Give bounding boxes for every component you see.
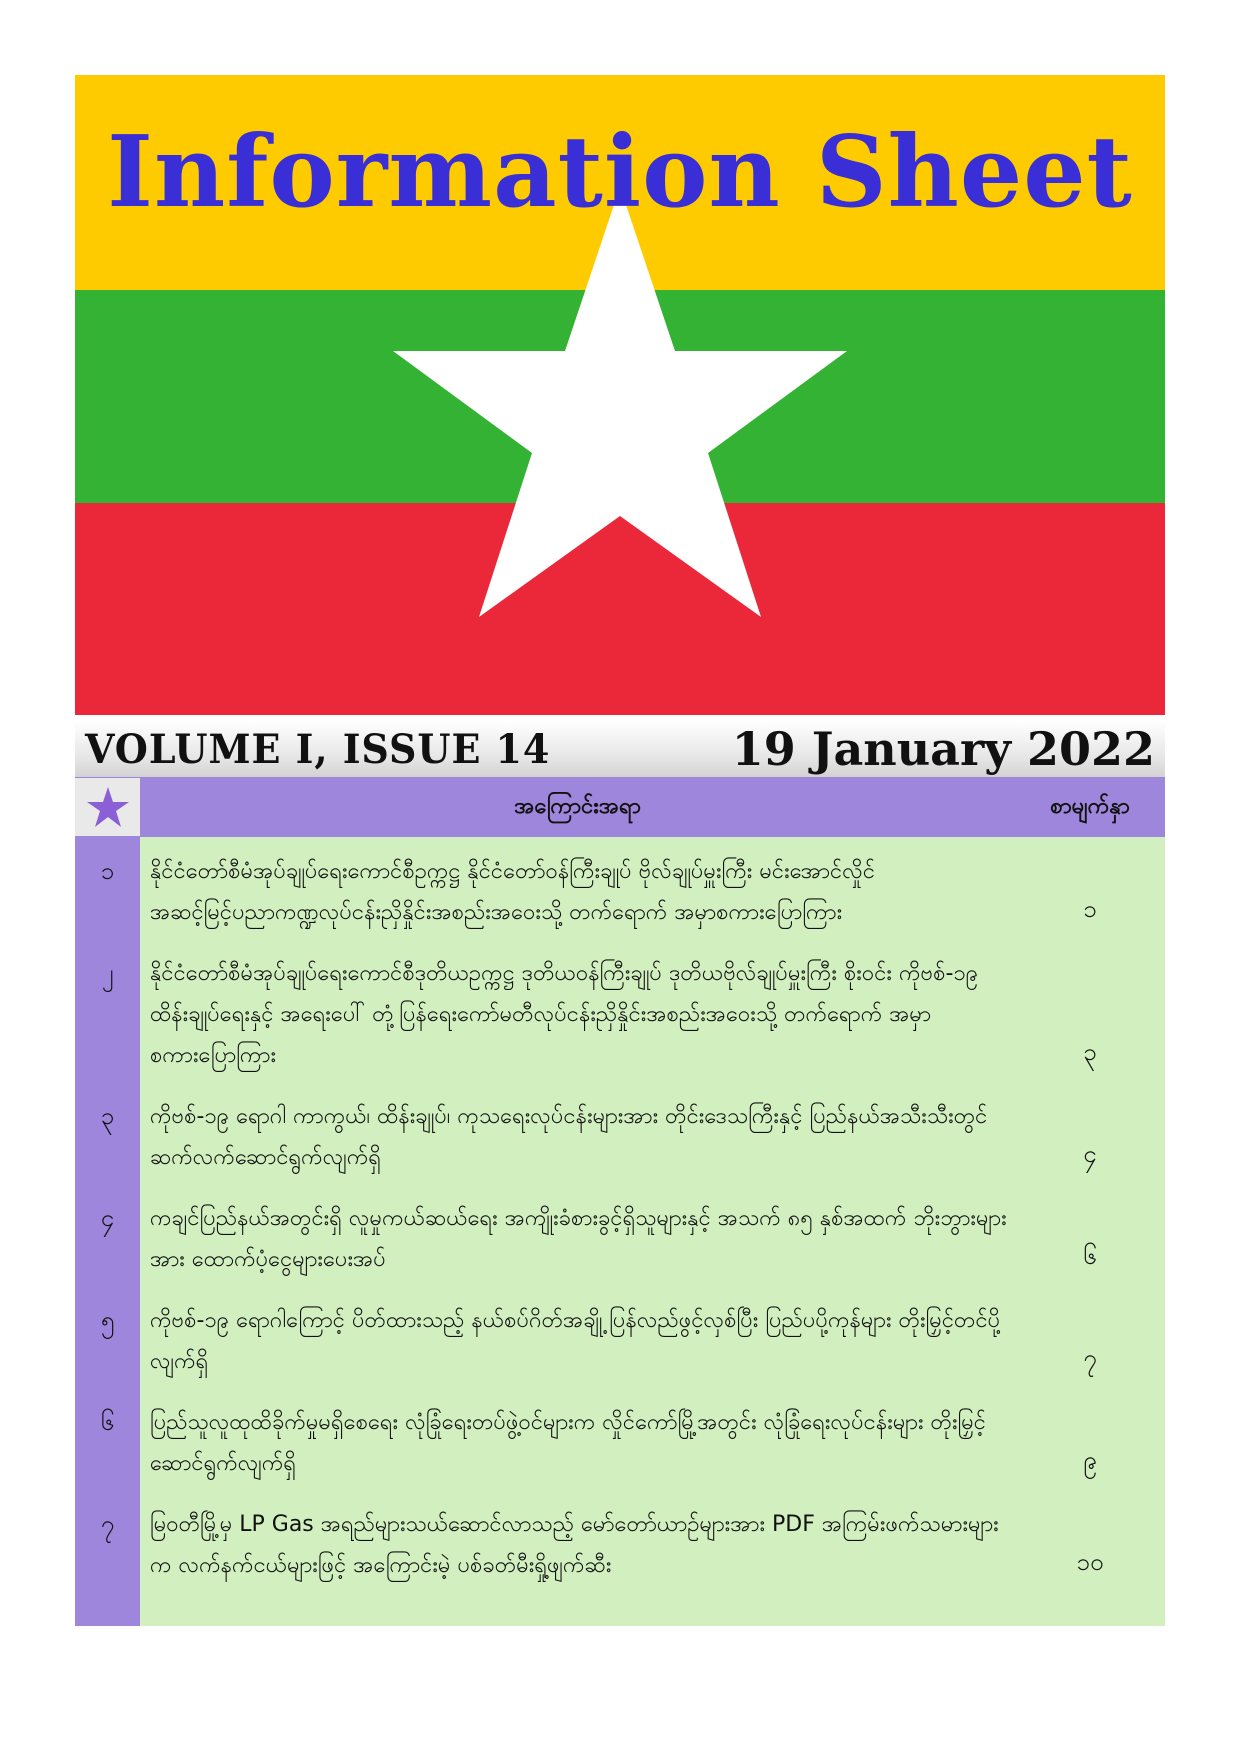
purple-star-icon <box>86 785 130 829</box>
toc-item-number: ၆ <box>75 1388 140 1490</box>
toc-row[interactable] <box>75 1388 1165 1490</box>
toc-item-number: ၂ <box>75 939 140 1082</box>
toc-item-page: ၃ <box>1015 939 1165 1082</box>
toc-item-number: ၄ <box>75 1184 140 1286</box>
toc-item-title[interactable]: ကချင်ပြည်နယ်အတွင်းရှိ လူမှုကယ်ဆယ်ရေး အကျိုးခံစားခွင့်ရှိသူများနှင့် အသက် ၈၅ နှစ်အထက် ဘိုးဘွားများအား ထောက်ပံ့ငွေများပေးအပ် <box>140 1184 1015 1286</box>
issue-date: 19 January 2022 <box>731 722 1155 776</box>
toc-row[interactable] <box>75 837 1165 939</box>
toc-item-page: ၁၀ <box>1015 1490 1165 1592</box>
table-of-contents <box>75 777 1165 1626</box>
toc-item-title[interactable]: နိုင်ငံတော်စီမံအုပ်ချုပ်ရေးကောင်စီဥက္ကဋ္ဌ နိုင်ငံတော်ဝန်ကြီးချုပ် ဗိုလ်ချုပ်မှူးကြီး မင်းအောင်လှိုင် အဆင့်မြင့်ပညာကဏ္ဍလုပ်ငန်းညှိနှိုင်းအစည်းအဝေးသို့ တက်ရောက် အမှာစကားပြောကြား <box>140 837 1015 939</box>
myanmar-flag-banner <box>75 75 1165 715</box>
toc-item-title[interactable]: ကိုဗစ်-၁၉ ရောဂါကြောင့် ပိတ်ထားသည့် နယ်စပ်ဂိတ်အချို့ ပြန်လည်ဖွင့်လှစ်ပြီး ပြည်ပပို့ကုန်များ တိုးမြှင့်တင်ပို့လျက်ရှိ <box>140 1286 1015 1388</box>
toc-item-number: ၁ <box>75 837 140 939</box>
toc-item-page: ၆ <box>1015 1184 1165 1286</box>
toc-item-title[interactable]: မြဝတီမြို့မှ LP Gas အရည်များသယ်ဆောင်လာသည့် မော်တော်ယာဉ်များအား PDF အကြမ်းဖက်သမားများက လက်နက်ငယ်များဖြင့် အကြောင်းမဲ့ ပစ်ခတ်မီးရှို့ဖျက်ဆီး <box>140 1490 1015 1592</box>
toc-item-number: ၃ <box>75 1082 140 1184</box>
toc-item-title[interactable]: ကိုဗစ်-၁၉ ရောဂါ ကာကွယ်၊ ထိန်းချုပ်၊ ကုသရေးလုပ်ငန်းများအား တိုင်းဒေသကြီးနှင့် ပြည်နယ်အသီးသီးတွင် ဆက်လက်ဆောင်ရွက်လျက်ရှိ <box>140 1082 1015 1184</box>
toc-header-row <box>75 777 1165 837</box>
sheet-title: Information Sheet <box>107 115 1133 230</box>
toc-footer-spacer <box>75 1592 1165 1626</box>
toc-header-topic: အကြောင်းအရာ <box>140 777 1015 837</box>
toc-item-title[interactable]: ပြည်သူလူထုထိခိုက်မှုမရှိစေရေး လုံခြုံရေးတပ်ဖွဲ့ဝင်များက လှိုင်ကော်မြို့အတွင်း လုံခြုံရေးလုပ်ငန်းများ တိုးမြှင့်ဆောင်ရွက်လျက်ရှိ <box>140 1388 1015 1490</box>
toc-header-page: စာမျက်နှာ <box>1015 777 1165 837</box>
toc-item-title[interactable]: နိုင်ငံတော်စီမံအုပ်ချုပ်ရေးကောင်စီဒုတိယဥက္ကဋ္ဌ ဒုတိယဝန်ကြီးချုပ် ဒုတိယဗိုလ်ချုပ်မှူးကြီး စိုးဝင်း ကိုဗစ်-၁၉ ထိန်းချုပ်ရေးနှင့် အရေးပေါ် တုံ့ပြန်ရေးကော်မတီလုပ်ငန်းညှိနှိုင်းအစည်းအဝေးသို့ တက်ရောက် အမှာစကားပြောကြား <box>140 939 1015 1082</box>
cover-sheet <box>75 75 1165 1626</box>
toc-item-page: ၉ <box>1015 1388 1165 1490</box>
toc-item-page: ၁ <box>1015 837 1165 939</box>
toc-row[interactable] <box>75 1286 1165 1388</box>
issue-bar <box>75 721 1165 777</box>
toc-star-header <box>75 777 140 837</box>
toc-item-page: ၄ <box>1015 1082 1165 1184</box>
toc-row[interactable] <box>75 1184 1165 1286</box>
volume-issue: VOLUME I, ISSUE 14 <box>85 725 551 773</box>
toc-row[interactable] <box>75 1082 1165 1184</box>
toc-item-page: ၇ <box>1015 1286 1165 1388</box>
toc-item-number: ၇ <box>75 1490 140 1592</box>
toc-item-number: ၅ <box>75 1286 140 1388</box>
toc-row[interactable] <box>75 1490 1165 1592</box>
toc-row[interactable] <box>75 939 1165 1082</box>
